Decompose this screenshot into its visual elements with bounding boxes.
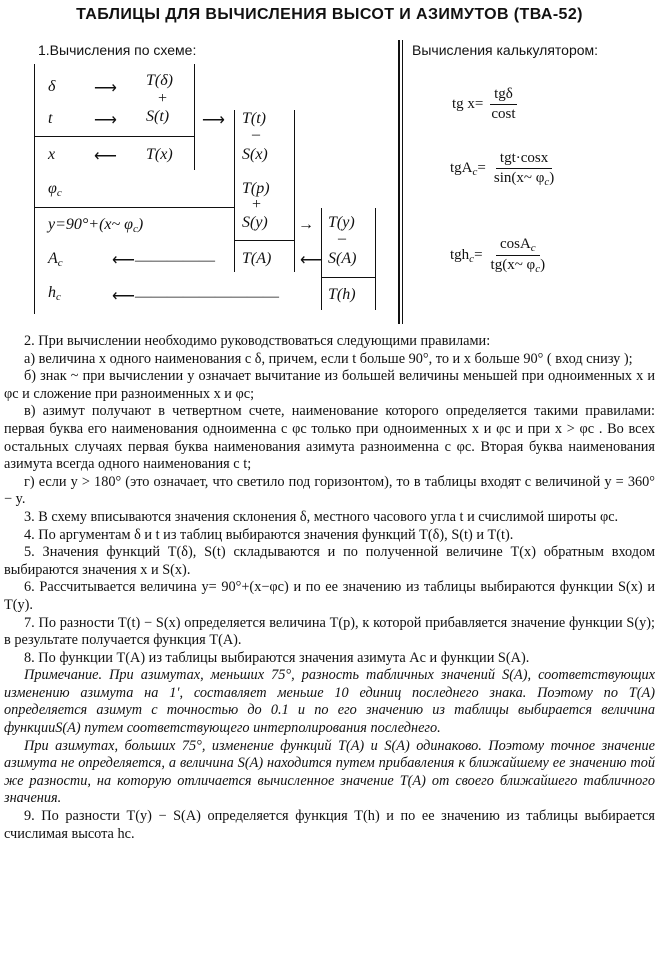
T-t: T(t): [242, 110, 266, 127]
paragraph: 8. По функции T(A) из таблицы выбираются значения азимута Ac и функции S(A).: [24, 649, 530, 666]
paragraph: 2. При вычислении необходимо руководствоваться следующими правилами:: [24, 333, 491, 349]
paragraph: 4. По аргументам δ и t из таблиц выбираются значения функций T(δ), S(t) и T(t).: [24, 526, 514, 543]
section-divider: [402, 40, 403, 324]
rules-text: [4, 333, 655, 843]
plus-sign: +: [158, 90, 168, 107]
paragraph: 3. В схему вписываются значения склонения δ, местного часового угла t и счислимой широты φc.: [24, 508, 619, 525]
paragraph: 9. По разности T(y) − S(A) определяется функция T(h) и по ее значению из таблицы выбирается счислимая высота hc.: [4, 808, 655, 842]
calc-title: Вычисления калькулятором:: [412, 42, 599, 58]
arrow-right-icon: ⟶: [94, 80, 115, 97]
note-paragraph: При азимутах, больших 75°, изменение функций T(A) и S(A) одинаково. Поэтому точное значение азимута не определяется, а величина S(A) находится путем прибавления к ближайшему ее значению той же разности, на которую отличается вычисленное значение T(A) от своего ближайшего табличного значения.: [4, 737, 655, 807]
S-x: S(x): [242, 146, 268, 163]
paragraph: а) величина x одного наименования с δ, причем, если t больше 90°, то и x больше 90° ( вход снизу );: [24, 350, 633, 367]
phi-label: $\varphi_c$: [48, 180, 62, 199]
x-label: x: [48, 146, 56, 163]
scheme-title: 1.Вычисления по схеме:: [38, 42, 197, 58]
T-p: T(p): [242, 180, 270, 197]
arrow-left-icon: ⟵: [94, 148, 115, 165]
paragraph: 7. По разности T(t) − S(x) определяется величина T(p), к которой прибавляется значение функции S(y); в результате получается функция T(A).: [4, 614, 655, 649]
arrow-left-long-icon: ⟵―――――――――: [112, 288, 279, 305]
paragraph: 5. Значения функций T(δ), S(t) складываются и по полученной величине T(x) обратным входом выбираются значения x и S(x).: [4, 544, 655, 578]
S-A: S(A): [328, 250, 357, 267]
formula-tgA: tgA$_c$= $\frac{\text{tgt·cosx}}{\sin(x\sim \varphi_c)}$: [450, 150, 555, 188]
T-x: T(x): [146, 146, 173, 163]
arrow-left-long-icon: ⟵―――――: [112, 252, 215, 269]
y-formula-label: y=90°+(x~ $\varphi_c$): [48, 216, 144, 235]
formula-tgx: tg x= $\frac{\text{tgδ}}{\cos t}$: [452, 86, 516, 122]
delta-label: δ: [48, 78, 56, 95]
formula-tgh: tgh$_c$= $\frac{\cos A_c}{tg(x\sim \varphi_c)}$: [450, 236, 546, 275]
A-label: $A_c$: [48, 250, 63, 269]
h-label: $h_c$: [48, 284, 61, 303]
arrow-left-icon: ⟵: [300, 252, 323, 269]
arrow-right-icon: ⟶: [202, 112, 225, 129]
paragraph: г) если y > 180° (это означает, что светило под горизонтом), то в таблицы входят с величиной y = 360° − y.: [4, 473, 655, 508]
paragraph: б) знак ~ при вычислении y означает вычитание из большей величины меньшей при одноименных x и φc и сложение при разноименных x и φc;: [4, 368, 655, 402]
section-divider: [398, 40, 400, 324]
minus-sign: –: [252, 126, 260, 143]
arrow-right-icon: →: [298, 216, 314, 233]
T-h: T(h): [328, 286, 356, 303]
S-y: S(y): [242, 214, 268, 231]
page-title: ТАБЛИЦЫ ДЛЯ ВЫЧИСЛЕНИЯ ВЫСОТ И АЗИМУТОВ (ТВА-52): [76, 6, 583, 23]
plus-sign: +: [252, 196, 262, 213]
minus-sign: –: [338, 230, 346, 247]
arrow-right-icon: ⟶: [94, 112, 115, 129]
paragraph: 6. Рассчитывается величина y= 90°+(x−φc) и по ее значению из таблицы выбираются функции S(x) и T(y).: [4, 579, 655, 613]
note-paragraph: Примечание. При азимутах, меньших 75°, разность табличных значений S(A), соответствующих изменению азимута на 1′, составляет меньше 10 единиц последнего знака. Поэтому по T(A) определяется азимут с точностью до 0.1 и по его значению из таблицы выбирается величина функцииS(A) путем соответствующего интерполирования последнего.: [4, 667, 655, 737]
paragraph: в) азимут получают в четвертном счете, наименование которого определяется такими правилами: первая буква его наименования одноименна с φc только при одноименных x и φc и при x > φc . Во всех остальных случаях первая буква наименования азимута разноименна с φc. Вторая буква наименования азимута всегда одного наименования с t;: [4, 403, 655, 473]
t-label: t: [48, 110, 53, 127]
T-y: T(y): [328, 214, 355, 231]
S-t: S(t): [146, 108, 170, 125]
T-A: T(A): [242, 250, 272, 267]
T-delta: T(δ): [146, 72, 173, 89]
